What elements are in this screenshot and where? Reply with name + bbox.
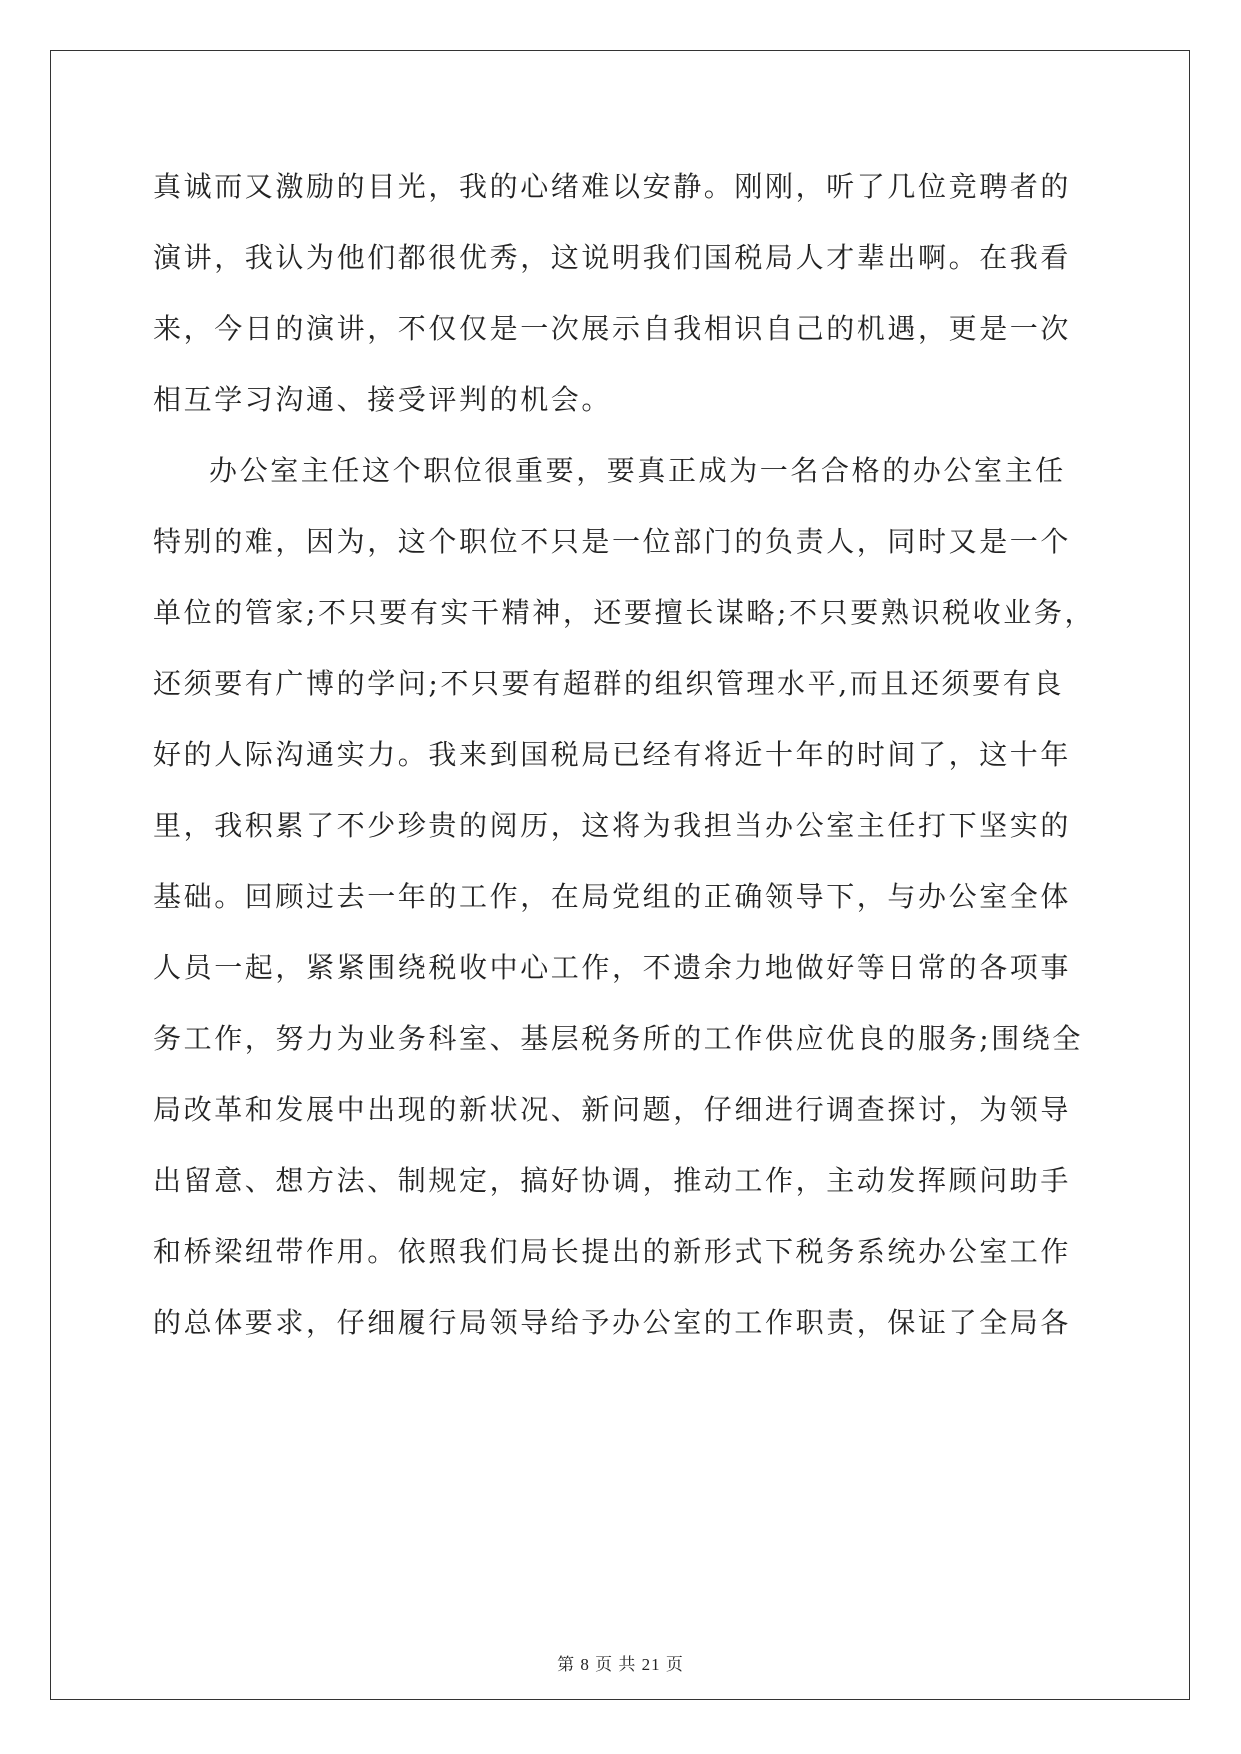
text-line: 单位的管家;不只要有实干精神，还要擅长谋略;不只要熟识税收业务， — [153, 596, 1096, 629]
text-line-paragraph-start: 办公室主任这个职位很重要，要真正成为一名合格的办公室主任 — [209, 454, 1066, 487]
text-line: 出留意、想方法、制规定，搞好协调，推动工作，主动发挥顾问助手 — [153, 1164, 1072, 1197]
text-line: 真诚而又激励的目光，我的心绪难以安静。刚刚，听了几位竞聘者的 — [153, 170, 1072, 203]
text-line: 务工作，努力为业务科室、基层税务所的工作供应优良的服务;围绕全 — [153, 1022, 1084, 1055]
text-line: 相互学习沟通、接受评判的机会。 — [153, 383, 613, 416]
text-line: 和桥梁纽带作用。依照我们局长提出的新形式下税务系统办公室工作 — [153, 1235, 1072, 1268]
text-line: 基础。回顾过去一年的工作，在局党组的正确领导下，与办公室全体 — [153, 880, 1072, 913]
text-line: 演讲，我认为他们都很优秀，这说明我们国税局人才辈出啊。在我看 — [153, 241, 1072, 274]
page-border — [50, 50, 1190, 1700]
text-line: 来，今日的演讲，不仅仅是一次展示自我相识自己的机遇，更是一次 — [153, 312, 1072, 345]
text-line: 特别的难，因为，这个职位不只是一位部门的负责人，同时又是一个 — [153, 525, 1072, 558]
text-line: 好的人际沟通实力。我来到国税局已经有将近十年的时间了，这十年 — [153, 738, 1072, 771]
text-line: 还须要有广博的学问;不只要有超群的组织管理水平,而且还须要有良 — [153, 667, 1064, 700]
page-number-footer: 第 8 页 共 21 页 — [557, 1655, 684, 1674]
text-line: 人员一起，紧紧围绕税收中心工作，不遗余力地做好等日常的各项事 — [153, 951, 1072, 984]
text-line: 的总体要求，仔细履行局领导给予办公室的工作职责，保证了全局各 — [153, 1306, 1072, 1339]
text-line: 里，我积累了不少珍贵的阅历，这将为我担当办公室主任打下坚实的 — [153, 809, 1072, 842]
text-line: 局改革和发展中出现的新状况、新问题，仔细进行调查探讨，为领导 — [153, 1093, 1072, 1126]
